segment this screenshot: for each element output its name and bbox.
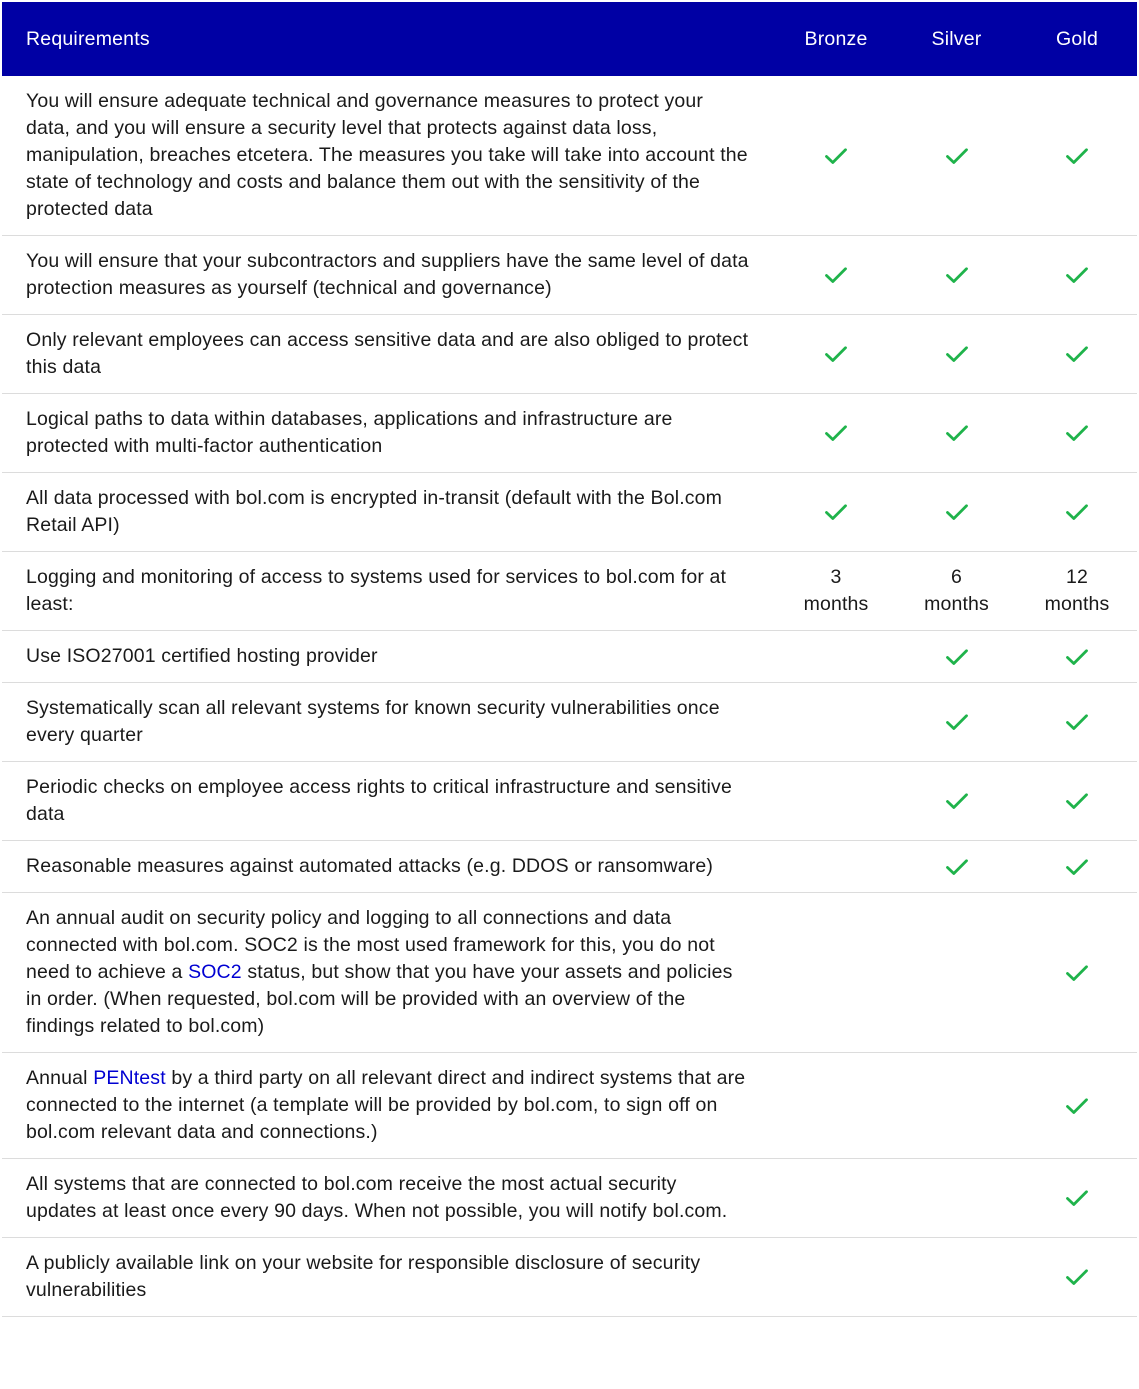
- header-bronze: Bronze: [804, 27, 868, 50]
- check-icon: [1065, 961, 1089, 985]
- gold-cell: [1017, 1053, 1137, 1159]
- retention-value: 12 months: [1044, 566, 1110, 615]
- requirement-text-after: status, but show that you have your assets and policies in order. (When requested, bol.com will be provided with an overview of the findings related to bol.com): [26, 961, 733, 1037]
- table-row: [2, 841, 1137, 893]
- silver-cell: [896, 631, 1017, 683]
- requirement-text: You will ensure that your subcontractors and suppliers have the same level of data protection measures as yourself (technical and governance): [2, 236, 776, 315]
- silver-cell: [896, 1238, 1017, 1317]
- gold-cell: [1017, 841, 1137, 893]
- check-icon: [945, 342, 969, 366]
- check-icon: [945, 645, 969, 669]
- check-icon: [1065, 263, 1089, 287]
- requirement-text: Only relevant employees can access sensitive data and are also obliged to protect this data: [2, 315, 776, 394]
- table-row: [2, 1053, 1137, 1159]
- check-icon: [1065, 855, 1089, 879]
- table-row: [2, 1159, 1137, 1238]
- silver-cell: [896, 76, 1017, 236]
- requirement-text-before: Annual: [26, 1067, 94, 1089]
- requirement-text: Periodic checks on employee access rights to critical infrastructure and sensitive data: [2, 762, 776, 841]
- check-icon: [1065, 342, 1089, 366]
- table-row: [2, 631, 1137, 683]
- requirements-table: [2, 2, 1137, 1317]
- table-row: [2, 473, 1137, 552]
- check-icon: [1065, 421, 1089, 445]
- gold-cell: [1017, 762, 1137, 841]
- gold-cell: [1017, 473, 1137, 552]
- table-row: [2, 76, 1137, 236]
- bronze-cell: [776, 236, 896, 315]
- silver-cell: [896, 394, 1017, 473]
- silver-cell: [896, 236, 1017, 315]
- retention-value: 3 months: [803, 566, 869, 615]
- table-row: [2, 394, 1137, 473]
- requirement-text: You will ensure adequate technical and governance measures to protect your data, and you will ensure a security level that protects against data loss, manipulation, breaches etcetera. The measures you take will take into account the state of technology and costs and balance them out with the sensitivity of the protected data: [2, 76, 776, 236]
- table-row: [2, 315, 1137, 394]
- requirement-text: [2, 893, 776, 1053]
- header-requirements: Requirements: [26, 27, 150, 50]
- table-row: [2, 236, 1137, 315]
- silver-cell: [896, 1159, 1017, 1238]
- gold-cell: [1017, 76, 1137, 236]
- gold-cell: [1017, 893, 1137, 1053]
- requirement-text: Use ISO27001 certified hosting provider: [2, 631, 776, 683]
- table-row: [2, 683, 1137, 762]
- table-row: [2, 552, 1137, 631]
- bronze-cell: [776, 552, 896, 631]
- check-icon: [1065, 500, 1089, 524]
- check-icon: [1065, 1094, 1089, 1118]
- gold-cell: [1017, 631, 1137, 683]
- requirement-text: [2, 1053, 776, 1159]
- check-icon: [945, 710, 969, 734]
- silver-cell: [896, 552, 1017, 631]
- silver-cell: [896, 683, 1017, 762]
- gold-cell: [1017, 236, 1137, 315]
- silver-cell: [896, 893, 1017, 1053]
- check-icon: [1065, 1186, 1089, 1210]
- table-header-row: [2, 2, 1137, 76]
- bronze-cell: [776, 315, 896, 394]
- silver-cell: [896, 1053, 1017, 1159]
- bronze-cell: [776, 762, 896, 841]
- check-icon: [945, 789, 969, 813]
- gold-cell: [1017, 552, 1137, 631]
- check-icon: [1065, 144, 1089, 168]
- requirement-text-before: An annual audit on security policy and logging to all connections and data connected with bol.com. SOC2 is the most used framework for this, you do not need to achieve a: [26, 907, 715, 983]
- table-row: [2, 1238, 1137, 1317]
- check-icon: [1065, 645, 1089, 669]
- requirement-text: Systematically scan all relevant systems for known security vulnerabilities once every quarter: [2, 683, 776, 762]
- check-icon: [945, 263, 969, 287]
- bronze-cell: [776, 683, 896, 762]
- bronze-cell: [776, 1238, 896, 1317]
- requirement-text: Reasonable measures against automated attacks (e.g. DDOS or ransomware): [2, 841, 776, 893]
- bronze-cell: [776, 76, 896, 236]
- table-row: [2, 762, 1137, 841]
- gold-cell: [1017, 315, 1137, 394]
- bronze-cell: [776, 841, 896, 893]
- bronze-cell: [776, 1159, 896, 1238]
- requirements-table-container: [2, 2, 1137, 1317]
- gold-cell: [1017, 683, 1137, 762]
- silver-cell: [896, 841, 1017, 893]
- bronze-cell: [776, 394, 896, 473]
- silver-cell: [896, 762, 1017, 841]
- gold-cell: [1017, 1238, 1137, 1317]
- silver-cell: [896, 473, 1017, 552]
- check-icon: [824, 342, 848, 366]
- requirement-text: A publicly available link on your website for responsible disclosure of security vulnerabilities: [2, 1238, 776, 1317]
- gold-cell: [1017, 1159, 1137, 1238]
- check-icon: [945, 144, 969, 168]
- table-row: [2, 893, 1137, 1053]
- silver-cell: [896, 315, 1017, 394]
- requirement-text-after: by a third party on all relevant direct and indirect systems that are connected to the internet (a template will be provided by bol.com, to sign off on bol.com relevant data and connections.): [26, 1067, 746, 1143]
- retention-value: 6 months: [924, 566, 989, 615]
- bronze-cell: [776, 473, 896, 552]
- requirement-text: Logical paths to data within databases, applications and infrastructure are protected with multi-factor authentication: [2, 394, 776, 473]
- requirement-text: All systems that are connected to bol.com receive the most actual security updates at least once every 90 days. When not possible, you will notify bol.com.: [2, 1159, 776, 1238]
- check-icon: [824, 263, 848, 287]
- gold-cell: [1017, 394, 1137, 473]
- check-icon: [945, 500, 969, 524]
- check-icon: [824, 421, 848, 445]
- check-icon: [945, 421, 969, 445]
- check-icon: [945, 855, 969, 879]
- requirement-text: All data processed with bol.com is encrypted in-transit (default with the Bol.com Retail API): [2, 473, 776, 552]
- check-icon: [1065, 789, 1089, 813]
- bronze-cell: [776, 1053, 896, 1159]
- header-silver: Silver: [931, 27, 982, 50]
- check-icon: [824, 500, 848, 524]
- check-icon: [824, 144, 848, 168]
- requirement-text: Logging and monitoring of access to systems used for services to bol.com for at least:: [2, 552, 776, 631]
- soc2-link[interactable]: SOC2: [188, 961, 242, 983]
- header-gold: Gold: [1056, 27, 1098, 50]
- pentest-link[interactable]: PENtest: [93, 1067, 166, 1089]
- check-icon: [1065, 710, 1089, 734]
- check-icon: [1065, 1265, 1089, 1289]
- bronze-cell: [776, 893, 896, 1053]
- bronze-cell: [776, 631, 896, 683]
